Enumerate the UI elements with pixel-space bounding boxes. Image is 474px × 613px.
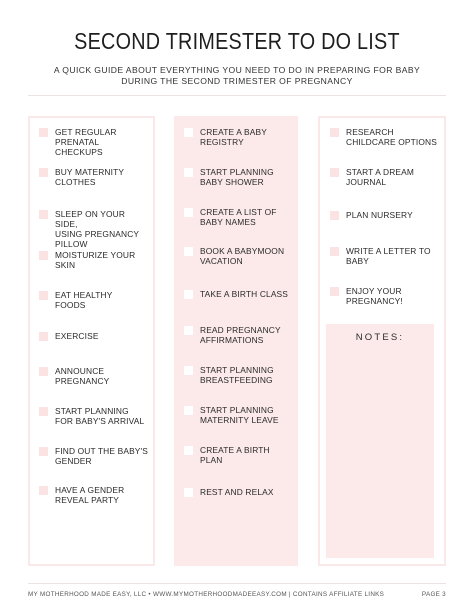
checkbox[interactable] [330, 287, 339, 296]
todo-item[interactable] [39, 209, 149, 249]
notes-title: NOTES: [355, 332, 405, 343]
checkbox[interactable] [184, 208, 193, 217]
page-subtitle [0, 65, 474, 86]
checkbox[interactable] [39, 447, 48, 456]
checkbox[interactable] [39, 128, 48, 137]
checkbox[interactable] [330, 211, 339, 220]
todo-item-label: START PLANNING BABY SHOWER [200, 167, 274, 187]
todo-item[interactable] [39, 446, 149, 466]
subtitle-line-1: A QUICK GUIDE ABOUT EVERYTHING YOU NEED TO DO IN PREPARING FOR BABY [53, 65, 421, 75]
todo-item-label: HAVE A GENDER REVEAL PARTY [55, 485, 125, 505]
todo-item-label: ANNOUNCE PREGNANCY [55, 366, 110, 386]
todo-item[interactable] [39, 127, 149, 157]
checkbox[interactable] [39, 332, 48, 341]
checkbox[interactable] [39, 168, 48, 177]
todo-item[interactable] [184, 246, 294, 266]
checkbox[interactable] [39, 367, 48, 376]
checkbox[interactable] [184, 290, 193, 299]
checkbox[interactable] [184, 488, 193, 497]
todo-item[interactable] [330, 286, 440, 306]
todo-item[interactable] [184, 445, 294, 465]
todo-item-label: EXERCISE [55, 331, 99, 341]
todo-column-1 [28, 116, 155, 566]
checkbox[interactable] [184, 128, 193, 137]
checkbox[interactable] [184, 406, 193, 415]
footer-credits: MY MOTHERHOOD MADE EASY, LLC • WWW.MYMOTHERHOODMADEEASY.COM | CONTAINS AFFILIATE LINKS [28, 591, 385, 598]
todo-item-label: EAT HEALTHY FOODS [55, 290, 113, 310]
todo-item-label: START A DREAM JOURNAL [346, 167, 415, 187]
subtitle-line-2: DURING THE SECOND TRIMESTER OF PREGNANCY [121, 75, 353, 86]
checkbox[interactable] [184, 326, 193, 335]
todo-item-label: CREATE A BIRTH PLAN [200, 445, 270, 465]
todo-item-label: START PLANNING BREASTFEEDING [200, 365, 274, 385]
todo-item-label: START PLANNING FOR BABY'S ARRIVAL [55, 406, 145, 426]
todo-item[interactable] [330, 167, 440, 187]
todo-item[interactable] [39, 167, 149, 187]
checkbox[interactable] [184, 446, 193, 455]
checkbox[interactable] [330, 168, 339, 177]
todo-item[interactable] [184, 127, 294, 147]
notes-area[interactable] [326, 324, 434, 558]
todo-item-label: PLAN NURSERY [346, 210, 413, 220]
todo-item[interactable] [39, 290, 149, 310]
checkbox[interactable] [330, 247, 339, 256]
todo-item-label: BUY MATERNITY CLOTHES [55, 167, 125, 187]
todo-item[interactable] [184, 167, 294, 187]
todo-item-label: SLEEP ON YOUR SIDE, USING PREGNANCY PILLOW [55, 209, 140, 249]
checkbox[interactable] [184, 247, 193, 256]
todo-item-label: RESEARCH CHILDCARE OPTIONS [346, 127, 437, 147]
footer-divider [28, 583, 446, 584]
todo-item-label: START PLANNING MATERNITY LEAVE [200, 405, 279, 425]
page-number: PAGE 3 [421, 591, 446, 598]
todo-item[interactable] [184, 487, 294, 497]
checkbox[interactable] [39, 291, 48, 300]
todo-item[interactable] [39, 366, 149, 386]
todo-item[interactable] [330, 127, 440, 147]
checkbox[interactable] [39, 486, 48, 495]
todo-item-label: GET REGULAR PRENATAL CHECKUPS [55, 127, 117, 157]
checkbox[interactable] [184, 366, 193, 375]
todo-item-label: REST AND RELAX [200, 487, 274, 497]
todo-item-label: CREATE A BABY REGISTRY [200, 127, 267, 147]
todo-item-label: READ PREGNANCY AFFIRMATIONS [200, 325, 281, 345]
todo-item[interactable] [184, 325, 294, 345]
todo-item[interactable] [184, 365, 294, 385]
todo-item[interactable] [330, 246, 440, 266]
todo-item-label: WRITE A LETTER TO BABY [346, 246, 431, 266]
todo-item[interactable] [330, 210, 440, 220]
todo-column-2 [174, 116, 298, 566]
todo-item-label: ENJOY YOUR PREGNANCY! [346, 286, 403, 306]
checkbox[interactable] [39, 251, 48, 260]
todo-item[interactable] [184, 405, 294, 425]
todo-item[interactable] [39, 485, 149, 505]
todo-item[interactable] [39, 250, 149, 270]
page-title: SECOND TRIMESTER TO DO LIST [74, 28, 400, 54]
todo-item[interactable] [184, 207, 294, 227]
checkbox[interactable] [39, 210, 48, 219]
todo-item-label: FIND OUT THE BABY'S GENDER [55, 446, 149, 466]
todo-item-label: BOOK A BABYMOON VACATION [200, 246, 285, 266]
checkbox[interactable] [184, 168, 193, 177]
todo-item[interactable] [184, 289, 294, 299]
checkbox[interactable] [39, 407, 48, 416]
header-divider [28, 95, 446, 96]
todo-item[interactable] [39, 406, 149, 426]
todo-item-label: TAKE A BIRTH CLASS [200, 289, 289, 299]
checkbox[interactable] [330, 128, 339, 137]
todo-item-label: MOISTURIZE YOUR SKIN [55, 250, 136, 270]
todo-item-label: CREATE A LIST OF BABY NAMES [200, 207, 277, 227]
todo-item[interactable] [39, 331, 149, 341]
